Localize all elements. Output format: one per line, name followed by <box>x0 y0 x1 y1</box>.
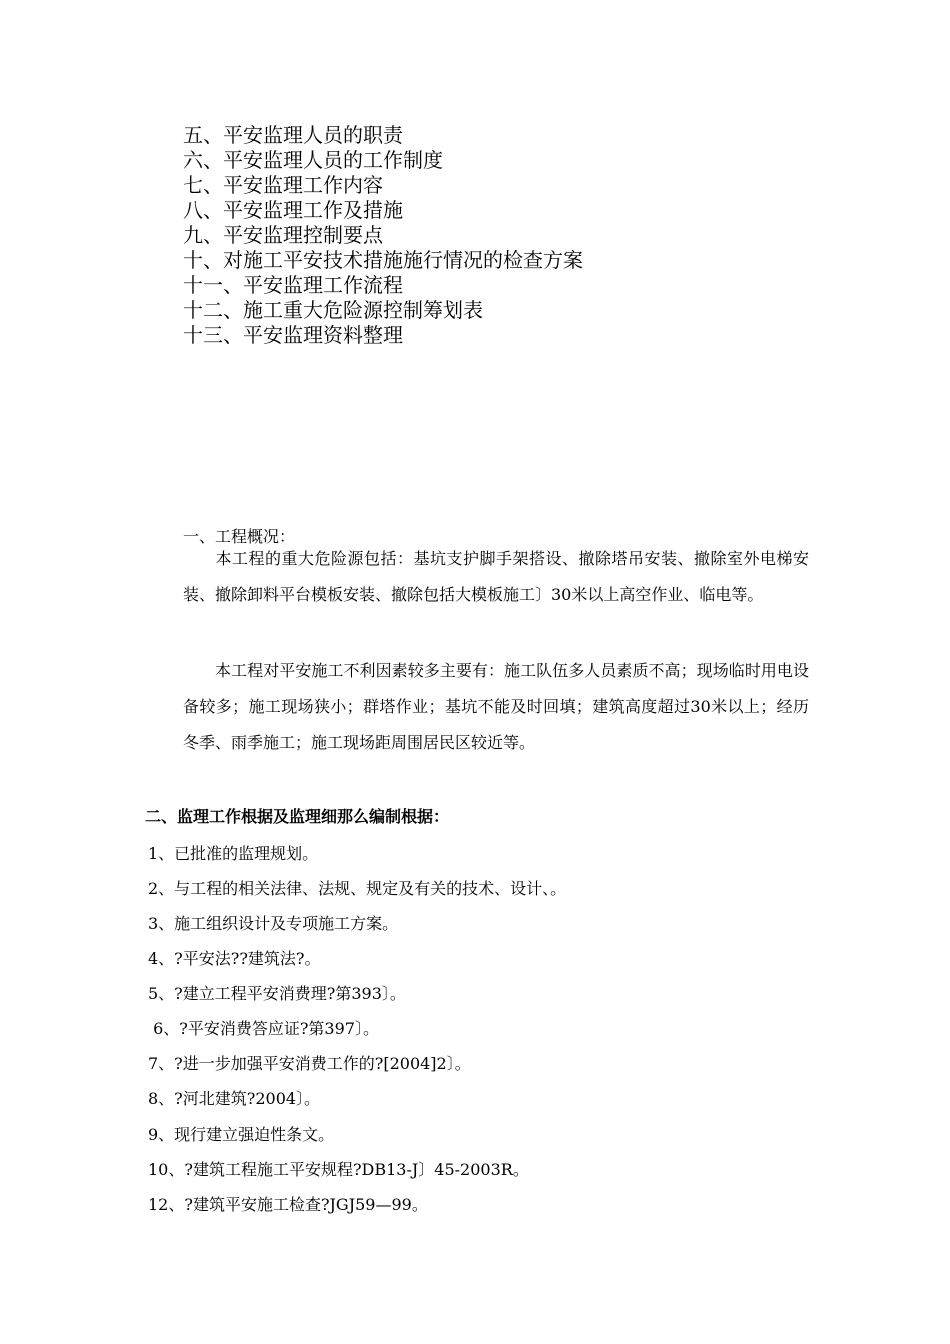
basis-item: 4、?平安法??建筑法?。 <box>148 949 321 968</box>
basis-item: 10、?建筑工程施工平安规程?DB13-J〕45-2003R。 <box>148 1160 529 1179</box>
toc-item: 十三、平安监理资料整理 <box>183 323 403 347</box>
toc-item: 八、平安监理工作及措施 <box>183 198 403 222</box>
toc-item: 五、平安监理人员的职责 <box>183 123 403 147</box>
basis-item: 5、?建立工程平安消费理?第393〕。 <box>148 984 406 1003</box>
toc-item: 七、平安监理工作内容 <box>183 173 383 197</box>
basis-heading: 二、监理工作根据及监理细那么编制根据： <box>145 807 450 826</box>
basis-item: 8、?河北建筑?2004〕。 <box>148 1089 321 1108</box>
toc-item: 十二、施工重大危险源控制筹划表 <box>183 298 483 322</box>
basis-item: 12、?建筑平安施工检查?JGJ59—99。 <box>148 1195 428 1214</box>
overview-heading: 一、工程概况： <box>183 527 296 546</box>
basis-item: 9、现行建立强迫性条文。 <box>148 1125 335 1144</box>
basis-item: 7、?进一步加强平安消费工作的?[2004]2〕。 <box>148 1054 471 1073</box>
overview-paragraph-2 <box>183 653 809 761</box>
basis-item: 1、已批准的监理规划。 <box>148 844 319 863</box>
basis-item: 3、施工组织设计及专项施工方案。 <box>148 914 399 933</box>
overview-paragraph-1-text: 本工程的重大危险源包括：基坑支护脚手架搭设、撤除塔吊安装、撤除室外电梯安装、撤除卸料平台模板安装、撤除包括大模板施工〕30米以上高空作业、临电等。 <box>183 549 809 604</box>
overview-paragraph-2-text: 本工程对平安施工不利因素较多主要有：施工队伍多人员素质不高；现场临时用电设备较多；施工现场狭小；群塔作业；基坑不能及时回填；建筑高度超过30米以上；经历冬季、雨季施工；施工现场距周围居民区较近等。 <box>183 661 809 752</box>
toc-item: 十一、平安监理工作流程 <box>183 273 403 297</box>
overview-paragraph-1 <box>183 541 809 613</box>
toc-item: 九、平安监理控制要点 <box>183 223 383 247</box>
toc-item: 六、平安监理人员的工作制度 <box>183 148 443 172</box>
toc-item: 十、对施工平安技术措施施行情况的检查方案 <box>183 248 583 272</box>
basis-item: 6、?平安消费答应证?第397〕。 <box>148 1019 379 1038</box>
basis-item: 2、与工程的相关法律、法规、规定及有关的技术、设计、。 <box>148 879 567 898</box>
table-of-contents <box>183 123 583 348</box>
